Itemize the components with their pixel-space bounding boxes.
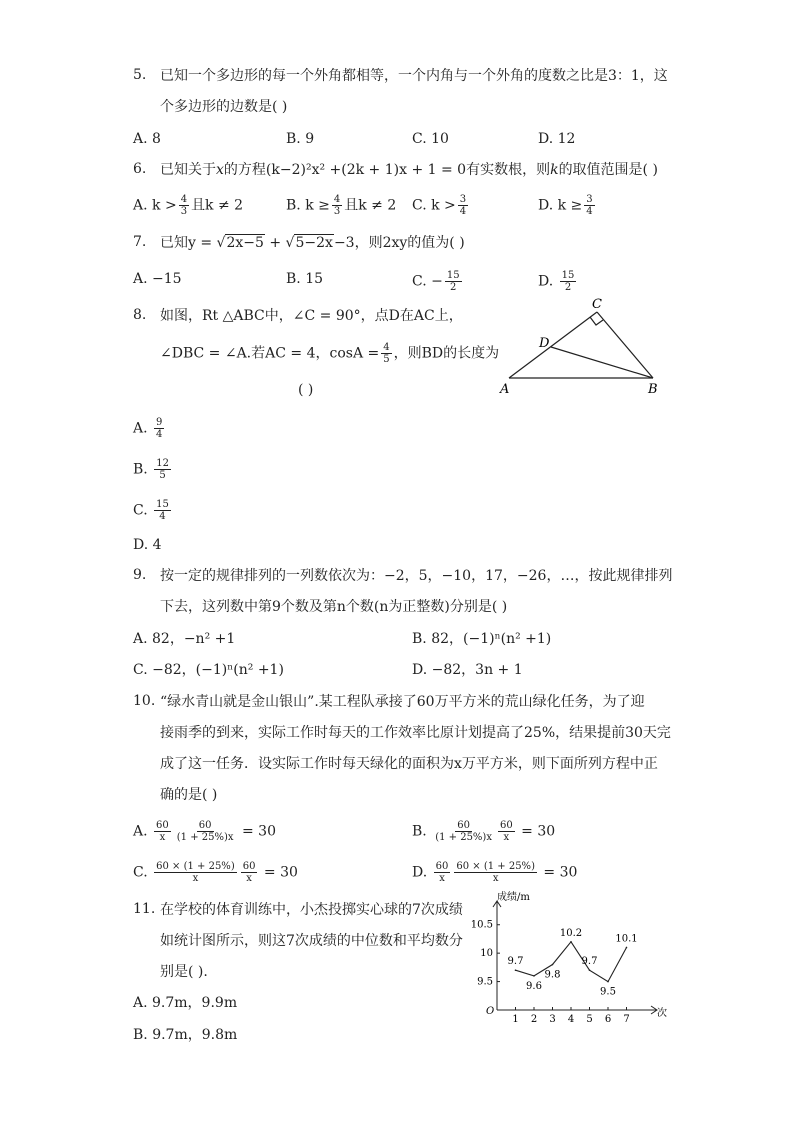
q7-option-b: B. 15 bbox=[286, 271, 324, 287]
q9-option-c: C. −82，(−1)ⁿ(n² +1) bbox=[133, 662, 284, 678]
x-axis-label: 次 bbox=[657, 1008, 667, 1019]
data-label-3: 10.2 bbox=[559, 927, 583, 939]
q8-number: 8. bbox=[133, 307, 147, 323]
q6-stem: 已知关于x的方程(k−2)²x² +(2k + 1)x + 1 = 0有实数根，则k的取值范围是( ) bbox=[160, 162, 658, 178]
q8-stem-line1: 如图，Rt △ABC中，∠C = 90°，点D在AC上， bbox=[160, 308, 463, 324]
y-tick-label-0: 9.5 bbox=[477, 976, 493, 988]
q10-number: 10. bbox=[133, 693, 156, 709]
y-axis-label: 成绩/m bbox=[497, 892, 530, 903]
q6-option-c: C. k > $\frac{3}{4}$ bbox=[412, 194, 467, 217]
x-tick-label-3: 4 bbox=[567, 1014, 575, 1025]
q5-option-d: D. 12 bbox=[538, 131, 576, 147]
x-tick-label-5: 6 bbox=[604, 1014, 612, 1025]
q9-stem-line2: 下去，这列数中第9个数及第n个数(n为正整数)分别是( ) bbox=[160, 599, 508, 615]
x-tick-label-4: 5 bbox=[586, 1014, 593, 1025]
q9-option-b: B. 82，(−1)ⁿ(n² +1) bbox=[412, 631, 552, 647]
label-b: B bbox=[648, 382, 658, 397]
q8-stem-line2: ∠DBC = ∠A.若AC = 4，cosA = $\frac{4}{5}$ ，则BD的长度为 bbox=[160, 342, 500, 365]
data-label-0: 9.7 bbox=[507, 956, 524, 968]
q8-option-c: C. $\frac{15}{4}$ bbox=[133, 499, 169, 522]
q11-stem-line3: 别是( ). bbox=[160, 964, 208, 980]
q5-number: 5. bbox=[133, 67, 147, 83]
y-tick-label-2: 10.5 bbox=[470, 919, 493, 931]
q7-number: 7. bbox=[133, 234, 147, 250]
q10-option-a: A. $\frac{60}{x}$ $\frac{60}{(1 + 25\%)x}$ = 30 bbox=[133, 820, 276, 843]
x-tick-label-0: 1 bbox=[512, 1014, 519, 1025]
q5-stem-line1: 已知一个多边形的每一个外角都相等，一个内角与一个外角的度数之比是3：1，这 bbox=[160, 68, 668, 84]
q10-stem-line4: 确的是( ) bbox=[160, 787, 218, 803]
data-point-2 bbox=[552, 964, 554, 966]
q8-option-a: A. $\frac{9}{4}$ bbox=[133, 417, 163, 440]
data-label-4: 9.7 bbox=[581, 956, 598, 968]
q5-stem-line2: 个多边形的边数是( ) bbox=[160, 99, 288, 115]
q10-stem-line2: 接雨季的到来，实际工作时每天的工作效率比原计划提高了25%，结果提前30天完 bbox=[160, 725, 671, 741]
q10-option-d: D. $\frac{60}{x}$ $\frac{60 \times (1 + 25\%)}{x}$ = 30 bbox=[412, 861, 578, 884]
origin-label: O bbox=[486, 1006, 495, 1017]
q11-stem-line1: 在学校的体育训练中，小杰投掷实心球的7次成绩 bbox=[160, 902, 463, 918]
right-angle-mark bbox=[590, 317, 603, 325]
data-point-4 bbox=[589, 969, 591, 971]
data-point-1 bbox=[533, 975, 535, 977]
data-point-3 bbox=[570, 941, 572, 943]
y-tick-label-1: 10 bbox=[480, 948, 493, 960]
label-d: D bbox=[539, 336, 550, 351]
q11-stem-line2: 如统计图所示，则这7次成绩的中位数和平均数分 bbox=[160, 933, 463, 949]
q9-option-a: A. 82，−n² +1 bbox=[133, 631, 236, 647]
q6-option-b: B. k ≥ $\frac{4}{3}$ 且k ≠ 2 bbox=[286, 194, 397, 217]
q7-option-a: A. −15 bbox=[133, 271, 182, 287]
x-tick-label-1: 2 bbox=[530, 1014, 538, 1025]
data-label-5: 9.5 bbox=[600, 986, 616, 998]
segment-cb bbox=[597, 312, 653, 378]
q11-option-a: A. 9.7m，9.9m bbox=[133, 995, 238, 1011]
q9-stem-line1: 按一定的规律排列的一列数依次为：−2，5，−10，17，−26，…，按此规律排列 bbox=[160, 568, 673, 584]
q5-option-b: B. 9 bbox=[286, 131, 315, 147]
q6-option-d: D. k ≥ $\frac{3}{4}$ bbox=[538, 194, 593, 217]
q10-stem-line1: “绿水青山就是金山银山”.某工程队承接了60万平方米的荒山绿化任务，为了迎 bbox=[160, 694, 645, 710]
q10-option-b: B. $\frac{60}{(1 + 25\%)x}$ $\frac{60}{x}$ = 30 bbox=[412, 820, 556, 843]
data-label-2: 9.8 bbox=[544, 969, 561, 981]
x-tick-label-2: 3 bbox=[549, 1014, 556, 1025]
q7-stem: 已知y = √2x−5 + √5−2x−3，则2xy的值为( ) bbox=[160, 235, 465, 251]
series-line bbox=[516, 942, 627, 982]
q8-answer-paren: ( ) bbox=[298, 382, 314, 398]
q5-option-a: A. 8 bbox=[133, 131, 161, 147]
q7-option-c: C. − $\frac{15}{2}$ bbox=[412, 270, 460, 293]
q11-number: 11. bbox=[133, 901, 156, 917]
x-tick-label-6: 7 bbox=[623, 1014, 630, 1025]
q11-line-chart bbox=[470, 890, 670, 1025]
q8-option-d: D. 4 bbox=[133, 537, 162, 553]
q11-option-b: B. 9.7m，9.8m bbox=[133, 1027, 238, 1043]
q7-option-d: D. $\frac{15}{2}$ bbox=[538, 270, 575, 293]
data-point-0 bbox=[515, 969, 517, 971]
data-label-6: 10.1 bbox=[615, 933, 638, 945]
q9-option-d: D. −82，3n + 1 bbox=[412, 662, 523, 678]
q10-option-c: C. $\frac{60 \times (1 + 25\%)}{x}$ $\frac{60}{x}$ = 30 bbox=[133, 861, 298, 884]
segment-ac bbox=[509, 312, 597, 378]
data-point-5 bbox=[607, 981, 609, 983]
q10-stem-line3: 成了这一任务．设实际工作时每天绿化的面积为x万平方米，则下面所列方程中正 bbox=[160, 756, 658, 772]
label-c: C bbox=[592, 297, 602, 312]
q6-option-a: A. k > $\frac{4}{3}$ 且k ≠ 2 bbox=[133, 194, 244, 217]
q6-number: 6. bbox=[133, 161, 147, 177]
q5-option-c: C. 10 bbox=[412, 131, 449, 147]
q8-option-b: B. $\frac{12}{5}$ bbox=[133, 458, 169, 481]
q8-triangle-figure bbox=[495, 290, 670, 400]
segment-db bbox=[551, 347, 653, 378]
label-a: A bbox=[500, 382, 510, 397]
data-label-1: 9.6 bbox=[526, 980, 542, 992]
q9-number: 9. bbox=[133, 567, 147, 583]
data-point-6 bbox=[626, 947, 628, 949]
